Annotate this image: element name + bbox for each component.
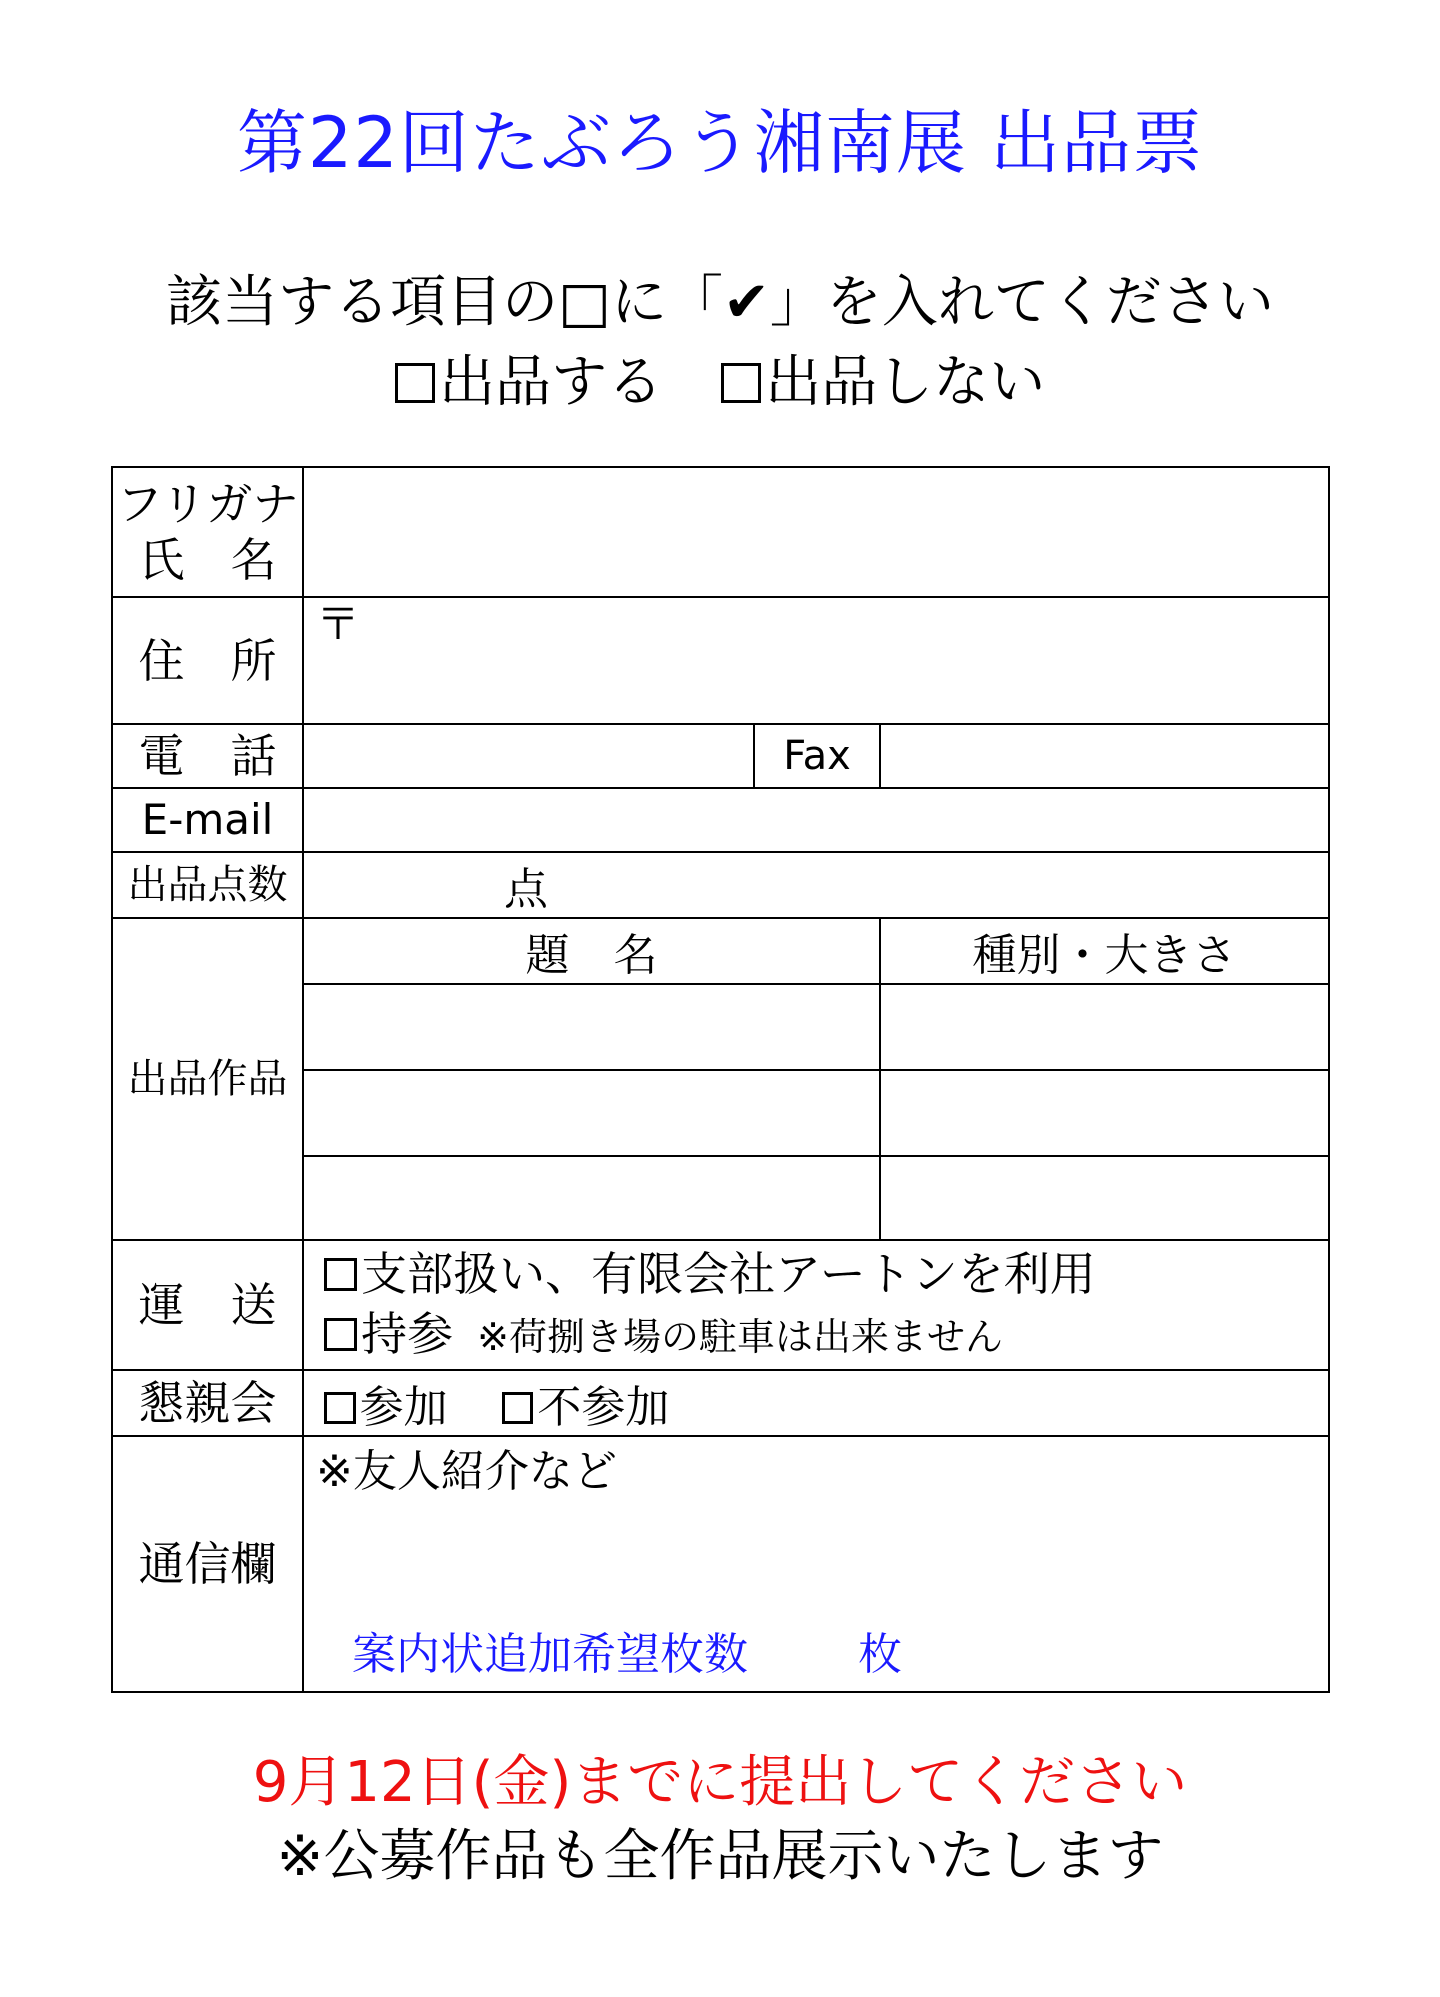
participation-options: [0, 346, 1440, 420]
comm-row: [112, 1436, 1329, 1692]
invite-count-label: 案内状追加希望枚数: [352, 1629, 748, 1680]
postal-mark: 〒: [316, 599, 360, 650]
furigana-label: フリガナ: [116, 477, 299, 531]
party-option-absent-label: 不参加: [537, 1382, 670, 1433]
name-row: [112, 467, 1329, 597]
option-participate[interactable]: [395, 350, 663, 415]
name-label-text: 氏 名: [138, 533, 277, 587]
phone-row: [112, 724, 1329, 788]
transport-label: 運 送: [112, 1240, 303, 1370]
transport-row: [112, 1240, 1329, 1370]
checkbox-icon[interactable]: [324, 1392, 356, 1424]
work-type-field[interactable]: [880, 1070, 1329, 1156]
email-field[interactable]: [303, 788, 1329, 852]
checkbox-icon[interactable]: [502, 1392, 534, 1424]
address-row: [112, 597, 1329, 724]
party-label: 懇親会: [112, 1370, 303, 1436]
deadline-text: 9月12日(金)までに提出してください: [252, 1750, 1188, 1815]
works-type-header: 種別・大きさ: [880, 918, 1329, 984]
option-not-participate[interactable]: [721, 350, 1045, 415]
phone-field[interactable]: [303, 724, 754, 788]
party-field: [303, 1370, 1329, 1436]
checkbox-icon[interactable]: [324, 1258, 357, 1291]
count-field[interactable]: [303, 852, 1329, 918]
work-title-field[interactable]: [303, 1156, 880, 1240]
work-title-field[interactable]: [303, 1070, 880, 1156]
invite-count-unit: 枚: [858, 1629, 902, 1680]
transport-option-1[interactable]: [304, 1244, 1328, 1304]
address-field[interactable]: [303, 597, 1329, 724]
count-row: [112, 852, 1329, 918]
transport-option-2-label: 持参: [361, 1306, 454, 1361]
works-label: 出品作品: [112, 918, 303, 1240]
party-option-attend-label: 参加: [359, 1382, 448, 1433]
count-label: 出品点数: [112, 852, 303, 918]
fax-label: Fax: [754, 724, 880, 788]
footer-note: ※公募作品も全作品展示いたします: [276, 1824, 1164, 1889]
fax-field[interactable]: [880, 724, 1329, 788]
name-field[interactable]: [303, 467, 1329, 597]
transport-note: ※荷捌き場の駐車は出来ません: [477, 1314, 1003, 1359]
works-header-row: [112, 918, 1329, 984]
email-row: [112, 788, 1329, 852]
invite-count: [352, 1625, 902, 1685]
page-title: 第22回たぶろう湘南展 出品票: [236, 102, 1204, 184]
work-type-field[interactable]: [880, 1156, 1329, 1240]
party-option-attend[interactable]: [324, 1382, 448, 1433]
count-unit: 点: [504, 864, 548, 915]
party-options: [304, 1371, 1328, 1435]
instructions: 該当する項目の□に「✔」を入れてください: [166, 270, 1274, 335]
comm-label: 通信欄: [112, 1436, 303, 1692]
entry-form-table: [111, 466, 1330, 1693]
option-participate-label: 出品する: [439, 350, 664, 415]
party-row: [112, 1370, 1329, 1436]
work-title-field[interactable]: [303, 984, 880, 1070]
work-type-field[interactable]: [880, 984, 1329, 1070]
checkbox-icon[interactable]: [324, 1318, 357, 1351]
comm-field[interactable]: [303, 1436, 1329, 1692]
checkbox-icon[interactable]: [395, 363, 435, 403]
transport-option-1-label: 支部扱い、有限会社アートンを利用: [361, 1246, 1096, 1301]
transport-field: [303, 1240, 1329, 1370]
name-label: [112, 467, 303, 597]
works-title-header: 題 名: [303, 918, 880, 984]
email-label: E-mail: [112, 788, 303, 852]
checkbox-icon[interactable]: [721, 363, 761, 403]
address-label: 住 所: [112, 597, 303, 724]
transport-option-2[interactable]: [304, 1304, 1328, 1367]
party-option-absent[interactable]: [502, 1382, 670, 1433]
comm-note: ※友人紹介など: [316, 1446, 617, 1497]
phone-label: 電 話: [112, 724, 303, 788]
option-not-participate-label: 出品しない: [765, 350, 1046, 415]
